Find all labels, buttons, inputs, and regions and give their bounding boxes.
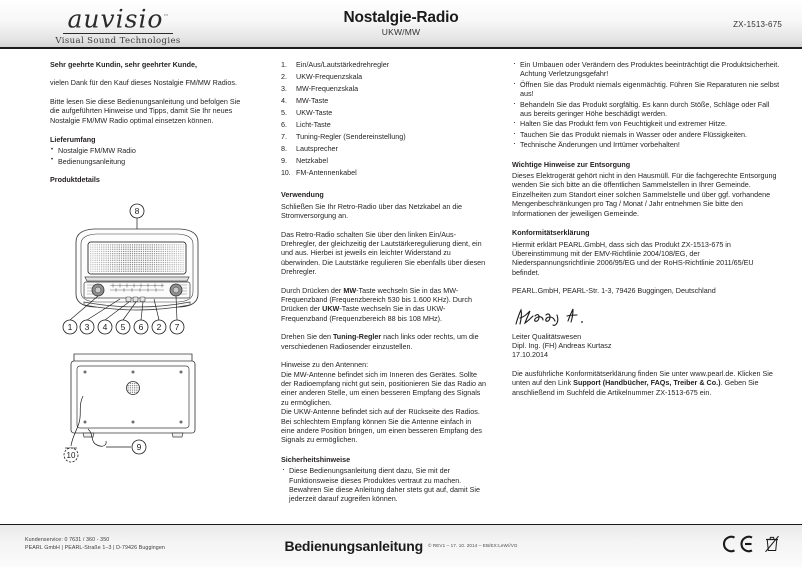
trademark-symbol: ™ [163, 14, 169, 20]
safety-heading: Sicherheitshinweise [281, 454, 351, 464]
page-title: Nostalgie-Radio [343, 9, 459, 26]
product-diagram [50, 202, 260, 467]
ukw-button-term: UKW [322, 304, 340, 314]
page-header [0, 0, 802, 49]
text-run: Drehen Sie den [281, 332, 333, 342]
list-item: MW-Frequenzskala [296, 84, 359, 93]
back-callouts [64, 440, 146, 462]
list-item: · Halten Sie das Produkt fern von Feuchtigkeit und extremer Hitze. [512, 119, 782, 128]
list-item: • Bedienungsanleitung [50, 157, 250, 166]
list-item: Licht-Taste [296, 120, 331, 129]
text-run: . Geben Sie anschließend im Suchfeld die Artikelnummer ZX-1513-675 ein. [512, 378, 759, 397]
callout-9-label: 9 [136, 442, 142, 452]
text-run: Durch Drücken der [281, 285, 344, 295]
footer-center [0, 537, 802, 555]
intro-text: Bitte lesen Sie diese Bedienungsanleitung und befolgen Sie die aufgeführten Hinweise und Tipps, damit Sie Ihr neues Nostalgie FM/MW Radio optimal einsetzen können. [50, 96, 241, 125]
middle-column [281, 60, 486, 513]
callout-label: 5 [120, 322, 126, 332]
safety-list-right [512, 60, 782, 150]
list-item: UKW-Taste [296, 108, 333, 117]
conformity-note [512, 369, 782, 397]
callout-label: 6 [138, 322, 144, 332]
company-address-line: PEARL GmbH | PEARL-Straße 1–3 | D-79426 Buggingen [25, 545, 165, 551]
callout-10-label: 10 [66, 451, 76, 460]
antenna-mw-text: Die MW-Antenne befindet sich im Inneren des Gerätes. Sollte der Radioempfang nicht gut sein, positionieren Sie das Radio an einer anderen Stelle, um einen besseren Empfang des Signals zu ermöglichen. [281, 369, 486, 407]
list-item: · Behandeln Sie das Produkt sorgfältig. Es kann durch Stöße, Schläge oder Fall aus bereits geringer Höhe beschädigt werden. [512, 100, 782, 119]
thanks-text: vielen Dank für den Kauf dieses Nostalgie FM/MW Radios. [50, 78, 237, 88]
list-item: · Diese Bedienungsanleitung dient dazu, Sie mit der Funktionsweise dieses Produktes vertraut zu machen. Bewahren Sie diese Anleitung daher stets gut auf, damit Sie jederzeit darauf zugreifen können. [281, 466, 486, 504]
ce-mark-icon [721, 534, 755, 554]
signature-image [512, 307, 782, 329]
disposal-paragraph-2: Einzelheiten zum Standort einer solchen Sammelstelle und über ggf. vorhandene Mengenbeschränkungen pro Tag / Monat / Jahr entnehmen Sie bitte den Informationen der jeweiligen Gemeinde. [512, 189, 771, 218]
product-details-heading: Produktdetails [50, 175, 100, 185]
callout-label: 7 [174, 322, 180, 332]
left-column [50, 60, 250, 187]
signature-name: Dipl. Ing. (FH) Andreas Kurtasz [512, 340, 612, 350]
mw-button-term: MW [343, 285, 357, 295]
revision-info: © REV1 – 17. 10. 2014 – EB/EX:LeW//VG [427, 543, 518, 549]
list-item: · Öffnen Sie das Produkt niemals eigenmächtig. Führen Sie Reparaturen nie selbst aus! [512, 80, 782, 99]
customer-service-line: Kundenservice: 0 7631 / 360 - 350 [25, 537, 110, 543]
scope-heading: Lieferumfang [50, 135, 96, 145]
disposal-paragraph-1: Dieses Elektrogerät gehört nicht in den Hausmüll. Für die fachgerechte Entsorgung wenden Sie sich bitte an die öffentlichen Sammelstellen in Ihrer Gemeinde. [512, 171, 777, 190]
text-run: Die ausführliche Konformitätserklärung finden Sie unter www.pearl.de. Klicken Sie unten auf den Link [512, 368, 773, 388]
signature-date: 17.10.2014 [512, 350, 548, 360]
signature-role: Leiter Qualitätswesen [512, 331, 582, 341]
logo-tagline: Visual Sound Technologies [55, 36, 181, 47]
tuning-knob-term: Tuning-Regler [332, 332, 382, 342]
footer-marks [721, 534, 780, 554]
antenna-heading: Hinweise zu den Antennen: [281, 360, 369, 370]
parts-list [281, 60, 486, 177]
scope-list [50, 146, 250, 166]
list-item: Ein/Aus/Lautstärkedrehregler [296, 60, 390, 69]
conformity-address: PEARL.GmbH, PEARL-Str. 1-3, 79426 Buggingen, Deutschland [512, 286, 716, 296]
usage-paragraph-1: Schließen Sie Ihr Retro-Radio über das Netzkabel an die Stromversorgung an. [281, 201, 462, 221]
list-item: UKW-Frequenzskala [296, 72, 363, 81]
usage-paragraph-3 [281, 286, 486, 324]
radio-back-view [71, 354, 195, 437]
antenna-ukw-text: Die UKW-Antenne befindet sich auf der Rückseite des Radios. Bei schlechtem Empfang können Sie die Antenne einfach in eine andere Position bringen, um einen besseren Empfang des Signals zu ermöglichen. [281, 407, 482, 445]
list-item: Netzkabel [296, 156, 328, 165]
callout-label: 4 [102, 322, 108, 332]
list-item: Lautsprecher [296, 144, 338, 153]
disposal-heading: Wichtige Hinweise zur Entsorgung [512, 159, 631, 169]
product-code: ZX-1513-675 [733, 20, 782, 29]
usage-paragraph-4 [281, 332, 486, 351]
front-callouts [63, 320, 184, 334]
salutation: Sehr geehrte Kundin, sehr geehrter Kunde, [50, 60, 197, 69]
callout-label: 3 [84, 322, 90, 332]
right-column [512, 60, 782, 406]
radio-front-view [76, 229, 198, 310]
callout-label: 2 [156, 322, 162, 332]
page-footer [0, 524, 802, 567]
callout-8-label: 8 [134, 206, 140, 216]
list-item: · Tauchen Sie das Produkt niemals in Wasser oder andere Flüssigkeiten. [512, 130, 782, 139]
text-run: nach links oder rechts, um die verschiedenen Radiosender einzustellen. [281, 332, 479, 351]
support-link-term: Support (Handbücher, FAQs, Treiber & Co.) [573, 378, 721, 388]
text-run: -Taste wechseln Sie in das MW-Frequenzband (Frequenzbereich 530 bis 1.600 KHz). Durch Drücken der [281, 285, 472, 314]
text-run: -Taste wechseln Sie in das UKW-Frequenzband (Frequenzbereich 88 bis 108 MHz). [281, 304, 446, 323]
conformity-heading: Konformitätserklärung [512, 228, 590, 238]
callout-label: 1 [67, 322, 73, 332]
page-subtitle: UKW/MW [381, 27, 421, 37]
usage-paragraph-2: Das Retro-Radio schalten Sie über den linken Ein/Aus-Drehregler, der gleichzeitig der Lautstärkeregulierung dient, ein und aus. Hierbei ist jeweils ein leichter Widerstand zu überwinden. Die Lautstärke regulieren Sie ebenfalls über diesen Drehregler. [281, 229, 486, 277]
list-item: MW-Taste [296, 96, 329, 105]
list-item: · Technische Änderungen und Irrtümer vorbehalten! [512, 140, 782, 149]
footer-title: Bedienungsanleitung [284, 537, 423, 554]
logo-wordmark: auvisio™ [63, 4, 172, 34]
usage-heading: Verwendung [281, 190, 324, 200]
list-item: FM-Antennenkabel [296, 168, 357, 177]
list-item: • Nostalgie FM/MW Radio [50, 146, 250, 155]
safety-list-middle [281, 466, 486, 504]
crossed-out-wheelie-bin-icon [764, 534, 780, 554]
conformity-paragraph: Hiermit erklärt PEARL.GmbH, dass sich das Produkt ZX-1513-675 in Übereinstimmung mit der EMV-Richtlinie 2004/108/EG, der Niederspannungsrichtlinie 2006/95/EG und der RoHS-Richtlinie 2011/65/EU befindet. [512, 239, 754, 277]
list-item: · Ein Umbauen oder Verändern des Produktes beeinträchtigt die Produktsicherheit. Achtung Verletzungsgefahr! [512, 60, 782, 79]
list-item: Tuning-Regler (Sendereinstellung) [296, 132, 406, 141]
